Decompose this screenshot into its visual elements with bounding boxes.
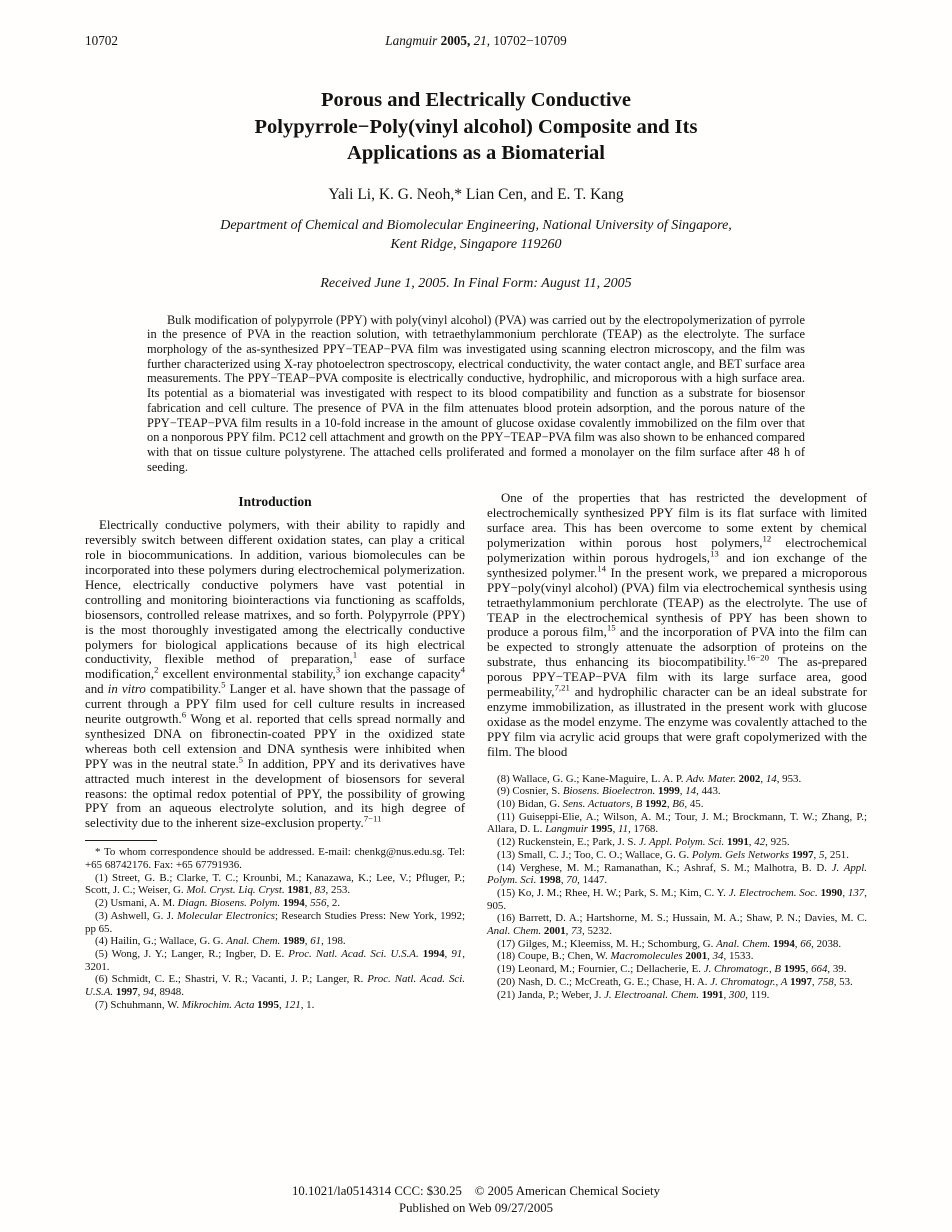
reference-item-6: (6) Schmidt, C. E.; Shastri, V. R.; Vacanti, J. P.; Langer, R. Proc. Natl. Acad. Sci. U.S.A. 1997, 94, 8948.	[85, 973, 465, 999]
title-block	[85, 87, 867, 292]
reference-item-13: (13) Small, C. J.; Too, C. O.; Wallace, G. G. Polym. Gels Networks 1997, 5, 251.	[497, 848, 849, 861]
reference-item-5: (5) Wong, J. Y.; Langer, R.; Ingber, D. E. Proc. Natl. Acad. Sci. U.S.A. 1994, 91, 3201.	[85, 947, 465, 973]
paper-title-line-2: Polypyrrole−Poly(vinyl alcohol) Composite and Its	[254, 115, 698, 138]
reference-item-10: (10) Bidan, G. Sens. Actuators, B 1992, B6, 45.	[497, 797, 704, 810]
affiliation-line-1: Department of Chemical and Biomolecular Engineering, National University of Singapore,	[220, 217, 732, 233]
reference-item-14: (14) Verghese, M. M.; Ramanathan, K.; Ashraf, S. M.; Malhotra, B. D. J. Appl. Polym. Sci. 1998, 70, 1447.	[487, 861, 867, 887]
reference-item-21: (21) Janda, P.; Weber, J. J. Electroanal. Chem. 1991, 300, 119.	[497, 988, 770, 1001]
reference-item-4: (4) Hailin, G.; Wallace, G. G. Anal. Chem. 1989, 61, 198.	[95, 935, 346, 948]
footnote-block	[85, 840, 465, 1011]
abstract-text: Bulk modification of polypyrrole (PPY) with poly(vinyl alcohol) (PVA) was carried out by the electropolymerization of pyrrole in the presence of PVA in the reaction solution, with tetraethylammonium perchlorate (TEAP) as the electrolyte. The surface morphology of the as-synthesized PPY−TEAP−PVA film was investigated using scanning electron microscopy, and the film was further characterized using X-ray photoelectron spectroscopy, electrical conductivity, the water contact angle, and BET surface area measurements. The PPY−TEAP−PVA composite is electrically conductive, hydrophilic, and microporous with a high surface area. Its potential as a biomaterial was investigated with respect to its blood compatibility and function as a substrate for biosensor fabrication and cell culture. The presence of PVA in the film attenuates blood protein adsorption, and the porous nature of the PPY−TEAP−PVA film results in a 10-fold increase in the amount of glucose oxidase covalently immobilized on the film over that on a nonporous PPY film. PC12 cell attachment and growth on the PPY−TEAP−PVA film was also shown to be enhanced compared with that on tissue culture polystyrene. The attached cells proliferated and formed a monolayer on the film surface after 48 h of seeding.	[147, 312, 805, 474]
left-column	[85, 491, 465, 1011]
paper-title-line-1: Porous and Electrically Conductive	[321, 89, 631, 111]
reference-item-11: (11) Guiseppi-Elie, A.; Wilson, A. M.; Tour, J. M.; Brockmann, T. W.; Zhang, P.; Allara, D. L. Langmuir 1995, 11, 1768.	[487, 810, 867, 836]
footnote-rule	[85, 840, 157, 841]
reference-item-16: (16) Barrett, D. A.; Hartshorne, M. S.; Hussain, M. A.; Shaw, P. N.; Davies, M. C. Anal. Chem. 2001, 73, 5232.	[487, 912, 867, 938]
reference-item-3: (3) Ashwell, G. J. Molecular Electronics; Research Studies Press: New York, 1992; pp 65.	[85, 909, 465, 935]
section-heading-introduction: Introduction	[238, 494, 312, 510]
reference-item-7: (7) Schuhmann, W. Mikrochim. Acta 1995, 121, 1.	[95, 998, 315, 1011]
affiliation	[85, 217, 867, 255]
body-columns	[85, 491, 867, 1011]
footer-doi-line: 10.1021/la0514314 CCC: $30.25 © 2005 American Chemical Society	[292, 1184, 660, 1199]
received-dates: Received June 1, 2005. In Final Form: August 11, 2005	[320, 275, 632, 291]
reference-block-right	[487, 773, 867, 1002]
authors-line: Yali Li, K. G. Neoh,* Lian Cen, and E. T. Kang	[328, 185, 624, 203]
reference-item-15: (15) Ko, J. M.; Rhee, H. W.; Park, S. M.; Kim, C. Y. J. Electrochem. Soc. 1990, 137, 905.	[487, 886, 867, 912]
footer-published-line: Published on Web 09/27/2005	[398, 1200, 554, 1215]
reference-item-1: (1) Street, G. B.; Clarke, T. C.; Krounbi, M.; Kanazawa, K.; Lee, V.; Pfluger, P.; Scott, J. C.; Weiser, G. Mol. Cryst. Liq. Cryst. 1981, 83, 253.	[85, 871, 465, 897]
reference-item-18: (18) Coupe, B.; Chen, W. Macromolecules 2001, 34, 1533.	[497, 950, 754, 963]
correspondence-footnote: * To whom correspondence should be addressed. E-mail: chenkg@nus.edu.sg. Tel: +65 68742176. Fax: +65 67791936.	[85, 846, 465, 871]
reference-item-20: (20) Nash, D. C.; McCreath, G. E.; Chase, H. A. J. Chromatogr., A 1997, 758, 53.	[497, 975, 853, 988]
affiliation-line-2: Kent Ridge, Singapore 119260	[390, 236, 562, 252]
right-column	[487, 491, 867, 1011]
reference-item-2: (2) Usmani, A. M. Diagn. Biosens. Polym. 1994, 556, 2.	[95, 897, 341, 910]
page-footer	[0, 1183, 952, 1216]
intro-paragraph-left: Electrically conductive polymers, with their ability to rapidly and reversibly switch between different oxidation states, can play a critical role in biocommunications. In addition, various biomolecules can be incorporated into these polymers during electrochemical polymerization. Hence, electrically conductive polymers have vast potential in controlling and monitoring biointeractions via functioning as scaffolds, biosensors, controlled release matrixes, and so forth. Polypyrrole (PPY) is the most thoroughly investigated among the electrically conductive polymers for biological applications because of its high electrical conductivity, flexible method of preparation,$^1$ ease of surface modification,$^2$ excellent environmental stability,$^3$ ion exchange capacity$^4$ and in vitro compatibility.$^5$ Langer et al. have shown that the passage of current through a PPY film used for cell culture results in increased neurite outgrowth.$^6$ Wong et al. reported that cells spread normally and synthesized DNA on fibronectin-coated PPY in the oxidized state whereas both cell extension and DNA synthesis were inhibited when PPY was in the neutral state.$^5$ In addition, PPY and its derivatives have attracted much interest in the development of biosensors for several reasons: the optimal redox potential of PPY, the possibility of growing PPY from an aqueous electrolyte solution, and its high degree of selectivity due to the inherent size-exclusion property.$^{7-11}$	[85, 518, 466, 831]
reference-item-19: (19) Leonard, M.; Fournier, C.; Dellacherie, E. J. Chromatogr., B 1995, 664, 39.	[497, 963, 847, 976]
journal-citation: Langmuir 2005, 21, 10702−10709	[385, 33, 567, 48]
running-head	[85, 33, 867, 50]
reference-item-17: (17) Gilges, M.; Kleemiss, M. H.; Schomburg, G. Anal. Chem. 1994, 66, 2038.	[497, 937, 842, 950]
paper-title	[85, 87, 867, 167]
paper-title-line-3: Applications as a Biomaterial	[347, 142, 605, 165]
intro-paragraph-right: One of the properties that has restricted the development of electrochemically synthesized PPY film is its flat surface with limited surface area. This has been overcome to some extent by chemical polymerization within porous host polymers,$^{12}$ electrochemical polymerization within porous hydrogels,$^{13}$ and ion exchange of the synthesized polymer.$^{14}$ In the present work, we prepared a microporous PPY−poly(vinyl alcohol) (PVA) film via electrochemical synthesis using tetraethylammonium perchlorate (TEAP) as the electrolyte. The use of TEAP in the electrochemical synthesis of PPY has been shown to produce a porous film,$^{15}$ and the incorporation of PVA into the film can be expected to strongly attenuate the adsorption of proteins on the substrate, thus enhancing its biocompatibility.$^{16-20}$ The as-prepared porous PPY−TEAP−PVA film with its large surface area, good permeability,$^{7,21}$ and hydrophilic character can be an ideal substrate for enzyme immobilization, as illustrated in the present work with glucose oxidase as the model enzyme. The enzyme was covalently attached to the PPY film via acrylic acid groups that were graft copolymerized with the film. The blood	[487, 491, 868, 759]
page-number: 10702	[85, 33, 118, 48]
reference-item-8: (8) Wallace, G. G.; Kane-Maguire, L. A. P. Adv. Mater. 2002, 14, 953.	[497, 772, 802, 785]
reference-item-12: (12) Ruckenstein, E.; Park, J. S. J. Appl. Polym. Sci. 1991, 42, 925.	[497, 836, 790, 849]
reference-item-9: (9) Cosnier, S. Biosens. Bioelectron. 1999, 14, 443.	[497, 785, 721, 798]
